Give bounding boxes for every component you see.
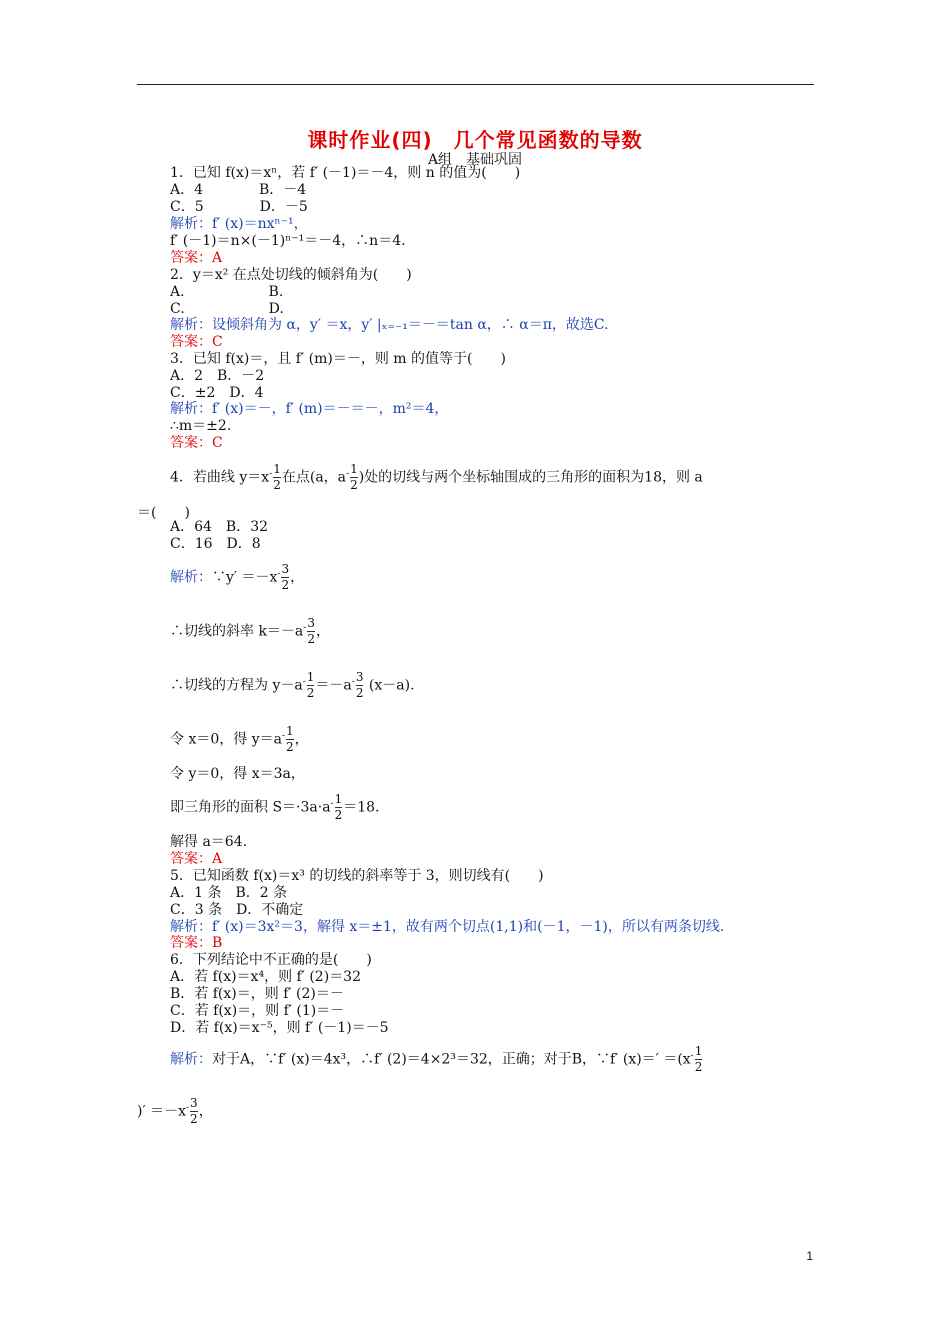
text-line: 3．已知 f(x)＝，且 f′ (m)＝－，则 m 的值等于( ) bbox=[170, 351, 506, 367]
q4-solution-5: 令 y＝0，得 x＝3a， bbox=[170, 766, 305, 782]
text-line: 答案：C bbox=[170, 435, 223, 451]
text-line: A．2 B．－2 bbox=[170, 368, 265, 384]
text-line: 答案：C bbox=[170, 334, 223, 350]
text-line: A．4 B．－4 bbox=[170, 182, 307, 198]
text-line: C. D. bbox=[170, 301, 284, 317]
text-line: ∴m＝±2. bbox=[170, 418, 232, 434]
q4-solution-6: 即三角形的面积 S＝·3a·a- $\frac{1}{2}$ ＝18. bbox=[170, 792, 380, 822]
page-title: 课时作业(四) 几个常见函数的导数 bbox=[307, 128, 643, 152]
q4-options-2: C．16 D．8 bbox=[170, 536, 261, 552]
text-line: 1．已知 f(x)＝xⁿ，若 f′ (－1)＝－4，则 n 的值为( ) bbox=[170, 165, 521, 181]
text-line: f′ (－1)＝n×(－1)ⁿ⁻¹＝－4，∴n＝4. bbox=[170, 233, 406, 249]
q4-solution-7: 解得 a＝64. bbox=[170, 834, 248, 850]
text-line: C．5 D．－5 bbox=[170, 199, 308, 215]
text-line: 答案：A bbox=[170, 250, 223, 266]
q4-solution-4: 令 x＝0，得 y＝a- $\frac{1}{2}$ ， bbox=[170, 724, 309, 754]
q6-solution-2: )′ ＝－x- $\frac{3}{2}$ ， bbox=[137, 1096, 213, 1126]
q4-stem-cont: ＝( ) bbox=[137, 505, 190, 521]
q6-solution-1: 解析：对于A，∵f′ (x)＝4x³，∴f′ (2)＝4×2³＝32，正确；对于B，∵f′ (x)＝′ ＝(x- $\frac{1}{2}$ bbox=[170, 1044, 703, 1074]
text-line: 解析：f′ (x)＝nxⁿ⁻¹， bbox=[170, 216, 308, 232]
page-number: 1 bbox=[806, 1249, 813, 1263]
text-line: A. B. bbox=[170, 284, 284, 300]
q4-stem: 4．若曲线 y＝x- $\frac{1}{2}$ 在点(a，a- $\frac{1}{2}$ )处的切线与两个坐标轴围成的三角形的面积为18，则 a bbox=[170, 462, 703, 492]
text-line: C．±2 D．4 bbox=[170, 385, 264, 401]
text-line: A．若 f(x)＝x⁴，则 f′ (2)＝32 bbox=[170, 969, 361, 985]
q4-solution-2: ∴切线的斜率 k＝－a- $\frac{3}{2}$ ， bbox=[170, 616, 330, 646]
text-line: 解析：f′ (x)＝－，f′ (m)＝－＝－，m²＝4， bbox=[170, 401, 449, 417]
text-line: B．若 f(x)＝，则 f′ (2)＝－ bbox=[170, 986, 344, 1002]
text-line: 解析：f′ (x)＝3x²＝3，解得 x＝±1，故有两个切点(1,1)和(－1，－1)，所以有两条切线. bbox=[170, 919, 725, 935]
text-line: C．3 条 D．不确定 bbox=[170, 902, 304, 918]
q4-solution-1: 解析：∵y′ ＝－x- $\frac{3}{2}$ ， bbox=[170, 562, 305, 592]
q4-answer: 答案：A bbox=[170, 851, 223, 867]
text-line: A．1 条 B．2 条 bbox=[170, 885, 288, 901]
text-line: 5．已知函数 f(x)＝x³ 的切线的斜率等于 3，则切线有( ) bbox=[170, 868, 544, 884]
text-line: C．若 f(x)＝，则 f′ (1)＝－ bbox=[170, 1003, 345, 1019]
q4-solution-3: ∴切线的方程为 y－a- $\frac{1}{2}$ ＝－a- $\frac{3}{2}$ (x－a). bbox=[170, 670, 415, 700]
text-line: 解析：设倾斜角为 α，y′ ＝x，y′ |ₓ₌₋₁＝－＝tan α，∴ α＝π，故选C. bbox=[170, 317, 609, 333]
text-line: 6．下列结论中不正确的是( ) bbox=[170, 952, 372, 968]
q4-options-1: A．64 B．32 bbox=[170, 519, 269, 535]
text-line: 2．y＝x² 在点处切线的倾斜角为( ) bbox=[170, 267, 412, 283]
text-line: 答案：B bbox=[170, 935, 223, 951]
section-subtitle: A组 基础巩固 bbox=[427, 152, 523, 168]
top-rule bbox=[137, 84, 814, 85]
text-line: D．若 f(x)＝x⁻⁵，则 f′ (－1)＝－5 bbox=[170, 1020, 389, 1036]
